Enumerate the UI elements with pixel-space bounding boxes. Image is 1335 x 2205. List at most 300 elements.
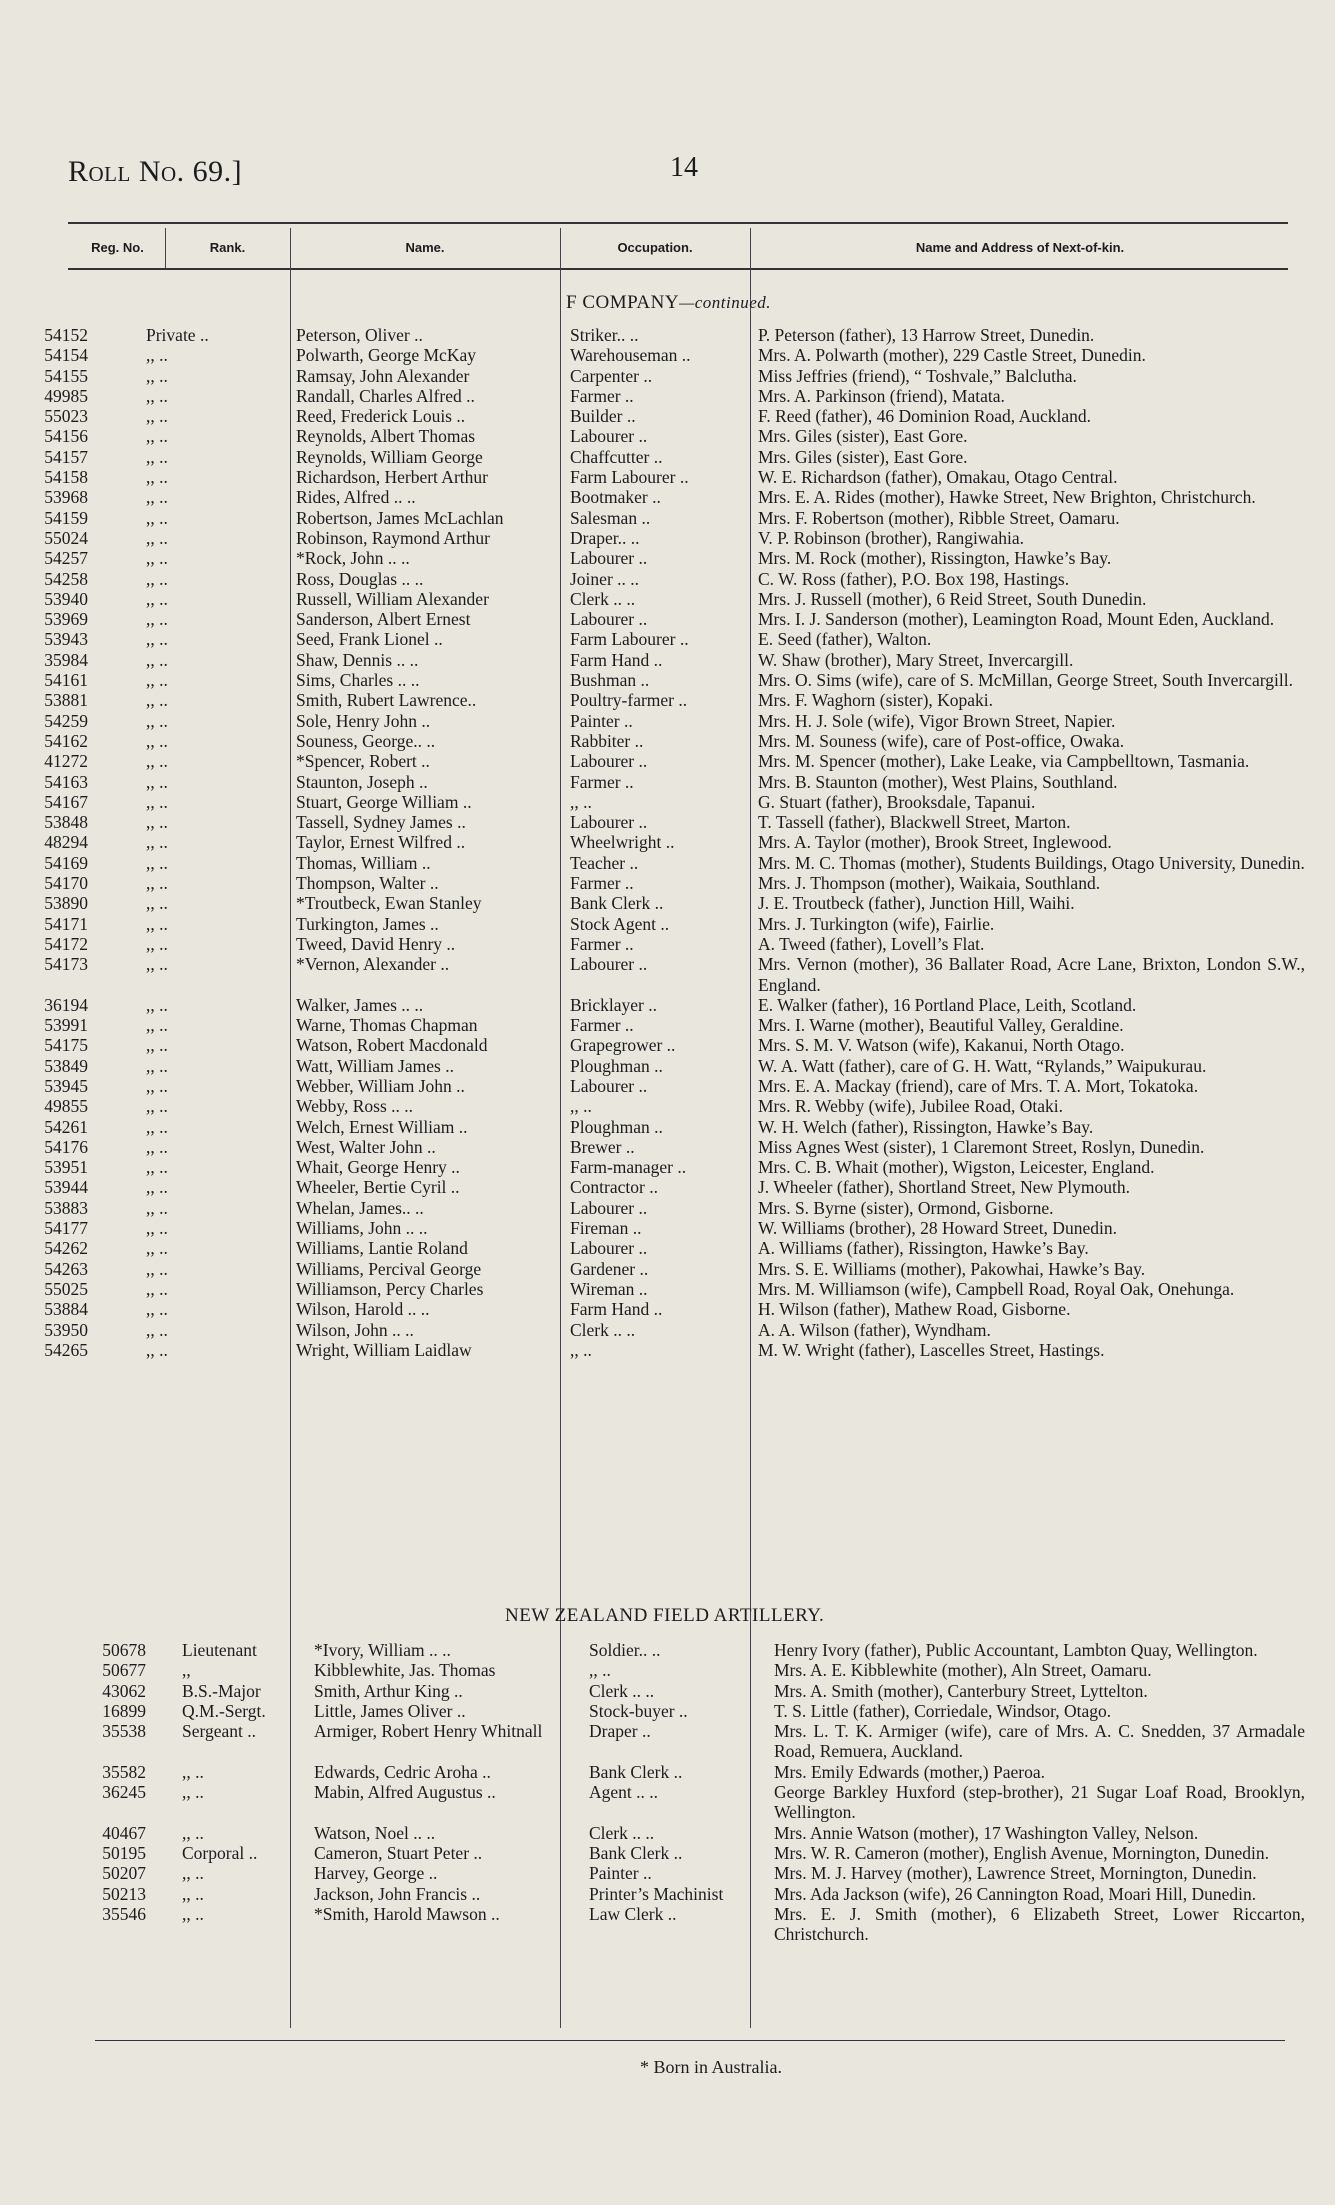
next-of-kin: T. Tassell (father), Blackwell Street, Marton. bbox=[758, 812, 1071, 833]
soldier-name: Cameron, Stuart Peter .. bbox=[314, 1842, 483, 1863]
table-row bbox=[0, 487, 1335, 507]
soldier-name: Watson, Robert Macdonald bbox=[296, 1035, 488, 1056]
occupation: Farmer .. bbox=[570, 933, 634, 954]
soldier-name: Turkington, James .. bbox=[296, 913, 439, 934]
table-row bbox=[0, 1299, 1335, 1319]
rank: ,, .. bbox=[146, 852, 168, 873]
rank: ,, .. bbox=[146, 1136, 168, 1157]
occupation: Wireman .. bbox=[570, 1278, 648, 1299]
occupation: Bootmaker .. bbox=[570, 487, 661, 508]
reg-number: 54162 bbox=[44, 730, 88, 751]
occupation: Brewer .. bbox=[570, 1136, 635, 1157]
table-row bbox=[0, 1681, 1335, 1701]
occupation: Joiner .. .. bbox=[570, 568, 640, 589]
occupation: Painter .. bbox=[589, 1863, 652, 1884]
rank: ,, .. bbox=[146, 345, 168, 366]
next-of-kin: A. A. Wilson (father), Wyndham. bbox=[758, 1319, 991, 1340]
table-row bbox=[0, 995, 1335, 1015]
soldier-name: Stuart, George William .. bbox=[296, 791, 472, 812]
occupation: Ploughman .. bbox=[570, 1116, 663, 1137]
reg-number: 54176 bbox=[44, 1136, 88, 1157]
header-bottom-rule bbox=[68, 268, 1288, 270]
soldier-name: Taylor, Ernest Wilfred .. bbox=[296, 832, 466, 853]
soldier-name: Little, James Oliver .. bbox=[314, 1700, 466, 1721]
occupation: Wheelwright .. bbox=[570, 832, 675, 853]
table-row bbox=[0, 792, 1335, 812]
occupation: Farmer .. bbox=[570, 771, 634, 792]
reg-number: 54258 bbox=[44, 568, 88, 589]
rank: ,, .. bbox=[146, 568, 168, 589]
next-of-kin: Mrs. J. Thompson (mother), Waikaia, Southland. bbox=[758, 873, 1101, 894]
soldier-name: Webber, William John .. bbox=[296, 1075, 465, 1096]
table-row bbox=[0, 1279, 1335, 1299]
section-title: F COMPANY bbox=[566, 292, 680, 313]
rank: ,, .. bbox=[146, 933, 168, 954]
occupation: Labourer .. bbox=[570, 1238, 648, 1259]
next-of-kin: C. W. Ross (father), P.O. Box 198, Hastings. bbox=[758, 568, 1070, 589]
rank: ,, .. bbox=[146, 994, 168, 1015]
next-of-kin: A. Williams (father), Rissington, Hawke’s Bay. bbox=[758, 1238, 1089, 1259]
rank: ,, .. bbox=[146, 730, 168, 751]
reg-number: 55023 bbox=[44, 406, 88, 427]
reg-number: 53943 bbox=[44, 629, 88, 650]
occupation: Draper .. bbox=[589, 1721, 651, 1742]
table-row bbox=[0, 1056, 1335, 1076]
next-of-kin: Mrs. S. Byrne (sister), Ormond, Gisborne. bbox=[758, 1197, 1054, 1218]
occupation: ,, .. bbox=[570, 791, 592, 812]
rank: ,, .. bbox=[146, 690, 168, 711]
rank: ,, .. bbox=[146, 406, 168, 427]
occupation: Bricklayer .. bbox=[570, 994, 657, 1015]
table-row bbox=[0, 1823, 1335, 1843]
reg-number: 50678 bbox=[102, 1640, 146, 1660]
table-row bbox=[0, 1117, 1335, 1137]
rank: ,, .. bbox=[146, 426, 168, 447]
next-of-kin: Mrs. J. Russell (mother), 6 Reid Street, South Dunedin. bbox=[758, 588, 1147, 609]
soldier-name: Shaw, Dennis .. .. bbox=[296, 649, 419, 670]
reg-number: 54172 bbox=[44, 933, 88, 954]
rank: ,, .. bbox=[146, 1116, 168, 1137]
soldier-name: Polwarth, George McKay bbox=[296, 345, 476, 366]
reg-number: 53881 bbox=[44, 690, 88, 711]
header-top-rule bbox=[68, 222, 1288, 224]
next-of-kin: W. H. Welch (father), Rissington, Hawke’s Bay. bbox=[758, 1116, 1094, 1137]
rank: ,, .. bbox=[182, 1903, 204, 1924]
col-head-name: Name. bbox=[405, 240, 445, 255]
occupation: Farmer .. bbox=[570, 1015, 634, 1036]
reg-number: 54158 bbox=[44, 467, 88, 488]
table-row bbox=[0, 548, 1335, 568]
reg-number: 48294 bbox=[44, 832, 88, 853]
table-row bbox=[0, 1782, 1335, 1823]
soldier-name: Williams, John .. .. bbox=[296, 1218, 428, 1239]
next-of-kin: M. W. Wright (father), Lascelles Street, Hastings. bbox=[758, 1339, 1105, 1360]
occupation: Farm Hand .. bbox=[570, 649, 663, 670]
soldier-name: Mabin, Alfred Augustus .. bbox=[314, 1782, 496, 1803]
table-row bbox=[0, 1035, 1335, 1055]
next-of-kin: P. Peterson (father), 13 Harrow Street, Dunedin. bbox=[758, 325, 1095, 345]
next-of-kin: Miss Jeffries (friend), “ Toshvale,” Balclutha. bbox=[758, 365, 1077, 386]
rank: ,, .. bbox=[146, 1157, 168, 1178]
occupation: Farm Labourer .. bbox=[570, 467, 689, 488]
soldier-name: Souness, George.. .. bbox=[296, 730, 436, 751]
reg-number: 54261 bbox=[44, 1116, 88, 1137]
next-of-kin: Mrs. B. Staunton (mother), West Plains, Southland. bbox=[758, 771, 1118, 792]
table-row bbox=[0, 467, 1335, 487]
rank: ,, .. bbox=[146, 751, 168, 772]
table-row bbox=[0, 1863, 1335, 1883]
table-row bbox=[0, 1177, 1335, 1197]
reg-number: 36245 bbox=[102, 1782, 146, 1803]
soldier-name: *Ivory, William .. .. bbox=[314, 1640, 451, 1660]
rank: ,, .. bbox=[146, 812, 168, 833]
occupation: Farm Hand .. bbox=[570, 1299, 663, 1320]
rank: Lieutenant bbox=[182, 1640, 257, 1660]
soldier-name: Sims, Charles .. .. bbox=[296, 670, 420, 691]
next-of-kin: Mrs. F. Waghorn (sister), Kopaki. bbox=[758, 690, 994, 711]
reg-number: 53849 bbox=[44, 1055, 88, 1076]
occupation: Contractor .. bbox=[570, 1177, 658, 1198]
next-of-kin: George Barkley Huxford (step-brother), 21 Sugar Loaf Road, Brooklyn, Wellington. bbox=[774, 1782, 1305, 1823]
occupation: ,, .. bbox=[570, 1096, 592, 1117]
table-row bbox=[0, 345, 1335, 365]
footnote: * Born in Australia. bbox=[640, 2057, 782, 2077]
occupation: Labourer .. bbox=[570, 954, 648, 975]
reg-number: 54155 bbox=[44, 365, 88, 386]
occupation: Warehouseman .. bbox=[570, 345, 691, 366]
table-row bbox=[0, 1640, 1335, 1660]
occupation: Gardener .. bbox=[570, 1258, 649, 1279]
occupation: Stock Agent .. bbox=[570, 913, 670, 934]
rank: ,, .. bbox=[146, 527, 168, 548]
table-row bbox=[0, 650, 1335, 670]
soldier-name: Kibblewhite, Jas. Thomas bbox=[314, 1660, 496, 1681]
table-row bbox=[0, 508, 1335, 528]
occupation: Labourer .. bbox=[570, 609, 648, 630]
soldier-name: Reed, Frederick Louis .. bbox=[296, 406, 466, 427]
occupation: ,, .. bbox=[570, 1339, 592, 1360]
soldier-name: Richardson, Herbert Arthur bbox=[296, 467, 488, 488]
next-of-kin: Mrs. I. J. Sanderson (mother), Leamington Road, Mount Eden, Auckland. bbox=[758, 609, 1275, 630]
reg-number: 54159 bbox=[44, 507, 88, 528]
next-of-kin: Mrs. A. Parkinson (friend), Matata. bbox=[758, 385, 1005, 406]
next-of-kin: Mrs. M. Rock (mother), Rissington, Hawke’s Bay. bbox=[758, 548, 1112, 569]
rank: ,, .. bbox=[146, 467, 168, 488]
rank: B.S.-Major bbox=[182, 1680, 261, 1701]
soldier-name: Randall, Charles Alfred .. bbox=[296, 385, 475, 406]
soldier-name: Wheeler, Bertie Cyril .. bbox=[296, 1177, 460, 1198]
occupation: Teacher .. bbox=[570, 852, 639, 873]
reg-number: 54263 bbox=[44, 1258, 88, 1279]
soldier-name: Peterson, Oliver .. bbox=[296, 325, 423, 345]
next-of-kin: Mrs. I. Warne (mother), Beautiful Valley, Geraldine. bbox=[758, 1015, 1124, 1036]
table-row bbox=[0, 1076, 1335, 1096]
rank: ,, .. bbox=[146, 1258, 168, 1279]
table-row bbox=[0, 609, 1335, 629]
next-of-kin: Mrs. M. Williamson (wife), Campbell Road, Royal Oak, Onehunga. bbox=[758, 1278, 1235, 1299]
soldier-name: Wilson, John .. .. bbox=[296, 1319, 414, 1340]
table-row bbox=[0, 366, 1335, 386]
next-of-kin: Mrs. M. J. Harvey (mother), Lawrence Street, Mornington, Dunedin. bbox=[774, 1863, 1257, 1884]
reg-number: 54259 bbox=[44, 710, 88, 731]
rank: ,, .. bbox=[182, 1761, 204, 1782]
soldier-name: Harvey, George .. bbox=[314, 1863, 438, 1884]
soldier-name: *Rock, John .. .. bbox=[296, 548, 410, 569]
soldier-name: Sanderson, Albert Ernest bbox=[296, 609, 471, 630]
occupation: Fireman .. bbox=[570, 1218, 642, 1239]
next-of-kin: F. Reed (father), 46 Dominion Road, Auckland. bbox=[758, 406, 1091, 427]
rank: ,, .. bbox=[146, 1299, 168, 1320]
soldier-name: Tweed, David Henry .. bbox=[296, 933, 456, 954]
reg-number: 36194 bbox=[44, 994, 88, 1015]
col-head-rank: Rank. bbox=[209, 240, 246, 255]
rank: ,, .. bbox=[146, 832, 168, 853]
next-of-kin: J. Wheeler (father), Shortland Street, New Plymouth. bbox=[758, 1177, 1130, 1198]
table-row bbox=[0, 1096, 1335, 1116]
reg-number: 53950 bbox=[44, 1319, 88, 1340]
reg-number: 53991 bbox=[44, 1015, 88, 1036]
table-row bbox=[0, 731, 1335, 751]
table-row bbox=[0, 751, 1335, 771]
rank: ,, .. bbox=[146, 1197, 168, 1218]
reg-number: 50677 bbox=[102, 1660, 146, 1681]
occupation: Draper.. .. bbox=[570, 527, 640, 548]
next-of-kin: Mrs. A. E. Kibblewhite (mother), Aln Street, Oamaru. bbox=[774, 1660, 1152, 1681]
next-of-kin: W. E. Richardson (father), Omakau, Otago Central. bbox=[758, 467, 1118, 488]
soldier-name: Tassell, Sydney James .. bbox=[296, 812, 466, 833]
reg-number: 41272 bbox=[44, 751, 88, 772]
reg-number: 35582 bbox=[102, 1761, 146, 1782]
rank: ,, .. bbox=[182, 1822, 204, 1843]
soldier-name: Watson, Noel .. .. bbox=[314, 1822, 436, 1843]
rank: ,, .. bbox=[146, 1278, 168, 1299]
reg-number: 53969 bbox=[44, 609, 88, 630]
rank: ,, .. bbox=[146, 548, 168, 569]
reg-number: 54175 bbox=[44, 1035, 88, 1056]
table-row bbox=[0, 914, 1335, 934]
reg-number: 53940 bbox=[44, 588, 88, 609]
soldier-name: Williams, Lantie Roland bbox=[296, 1238, 468, 1259]
next-of-kin: E. Walker (father), 16 Portland Place, Leith, Scotland. bbox=[758, 994, 1137, 1015]
soldier-name: Walker, James .. .. bbox=[296, 994, 424, 1015]
reg-number: 35546 bbox=[102, 1903, 146, 1924]
rank: ,, .. bbox=[146, 1339, 168, 1360]
next-of-kin: Mrs. C. B. Whait (mother), Wigston, Leicester, England. bbox=[758, 1157, 1155, 1178]
table-row bbox=[0, 690, 1335, 710]
table-row bbox=[0, 447, 1335, 467]
soldier-name: Webby, Ross .. .. bbox=[296, 1096, 414, 1117]
soldier-name: Armiger, Robert Henry Whitnall bbox=[314, 1721, 543, 1742]
occupation: Soldier.. .. bbox=[589, 1640, 661, 1660]
table-row bbox=[0, 853, 1335, 873]
table-row bbox=[0, 1015, 1335, 1035]
reg-number: 53951 bbox=[44, 1157, 88, 1178]
reg-number: 54161 bbox=[44, 670, 88, 691]
rank: ,, .. bbox=[146, 710, 168, 731]
soldier-name: *Smith, Harold Mawson .. bbox=[314, 1903, 500, 1924]
rank: ,, .. bbox=[146, 1096, 168, 1117]
reg-number: 54173 bbox=[44, 954, 88, 975]
occupation: Labourer .. bbox=[570, 812, 648, 833]
table-row bbox=[0, 1198, 1335, 1218]
reg-number: 53883 bbox=[44, 1197, 88, 1218]
table-row bbox=[0, 1259, 1335, 1279]
next-of-kin: Mrs. F. Robertson (mother), Ribble Street, Oamaru. bbox=[758, 507, 1120, 528]
soldier-name: Russell, William Alexander bbox=[296, 588, 489, 609]
rank: ,, .. bbox=[146, 446, 168, 467]
reg-number: 54170 bbox=[44, 873, 88, 894]
reg-number: 54156 bbox=[44, 426, 88, 447]
occupation: Stock-buyer .. bbox=[589, 1700, 688, 1721]
occupation: Clerk .. .. bbox=[570, 588, 636, 609]
occupation: ,, .. bbox=[589, 1660, 611, 1681]
next-of-kin: A. Tweed (father), Lovell’s Flat. bbox=[758, 933, 985, 954]
next-of-kin: Mrs. W. R. Cameron (mother), English Avenue, Mornington, Dunedin. bbox=[774, 1842, 1269, 1863]
reg-number: 54262 bbox=[44, 1238, 88, 1259]
next-of-kin: Mrs. S. M. V. Watson (wife), Kakanui, North Otago. bbox=[758, 1035, 1125, 1056]
rank: Private .. bbox=[146, 325, 209, 345]
table-row bbox=[0, 873, 1335, 893]
reg-number: 55025 bbox=[44, 1278, 88, 1299]
rank: ,, .. bbox=[146, 1015, 168, 1036]
table-row bbox=[0, 1701, 1335, 1721]
next-of-kin: Mrs. L. T. K. Armiger (wife), care of Mrs. A. C. Snedden, 37 Armadale Road, Remuera, Auckland. bbox=[774, 1721, 1305, 1762]
rank: ,, .. bbox=[146, 507, 168, 528]
col-head-kin: Name and Address of Next-of-kin. bbox=[915, 240, 1125, 255]
table-row bbox=[0, 1884, 1335, 1904]
next-of-kin: Mrs. Annie Watson (mother), 17 Washington Valley, Nelson. bbox=[774, 1822, 1199, 1843]
occupation: Bank Clerk .. bbox=[570, 893, 664, 914]
rank: ,, .. bbox=[146, 791, 168, 812]
occupation: Painter .. bbox=[570, 710, 633, 731]
reg-number: 53944 bbox=[44, 1177, 88, 1198]
rank: Corporal .. bbox=[182, 1842, 258, 1863]
reg-number: 54171 bbox=[44, 913, 88, 934]
rank: ,, .. bbox=[146, 649, 168, 670]
rank: ,, .. bbox=[146, 609, 168, 630]
reg-number: 35984 bbox=[44, 649, 88, 670]
soldier-name: Watt, William James .. bbox=[296, 1055, 454, 1076]
soldier-name: West, Walter John .. bbox=[296, 1136, 436, 1157]
reg-number: 50195 bbox=[102, 1842, 146, 1863]
occupation: Agent .. .. bbox=[589, 1782, 659, 1803]
next-of-kin: Mrs. Vernon (mother), 36 Ballater Road, Acre Lane, Brixton, London S.W., England. bbox=[758, 954, 1305, 995]
occupation: Striker.. .. bbox=[570, 325, 639, 345]
rank: ,, .. bbox=[146, 913, 168, 934]
table-row bbox=[0, 325, 1335, 345]
rank: ,, .. bbox=[146, 771, 168, 792]
rank: Q.M.-Sergt. bbox=[182, 1700, 266, 1721]
occupation: Ploughman .. bbox=[570, 1055, 663, 1076]
soldier-name: Staunton, Joseph .. bbox=[296, 771, 428, 792]
rank: ,, .. bbox=[146, 1075, 168, 1096]
soldier-name: Edwards, Cedric Aroha .. bbox=[314, 1761, 491, 1782]
reg-number: 55024 bbox=[44, 527, 88, 548]
next-of-kin: Mrs. E. J. Smith (mother), 6 Elizabeth Street, Lower Riccarton, Christchurch. bbox=[774, 1903, 1305, 1945]
artillery-table bbox=[0, 1640, 1335, 1944]
next-of-kin: Mrs. M. Spencer (mother), Lake Leake, via Campbelltown, Tasmania. bbox=[758, 751, 1250, 772]
table-row bbox=[0, 893, 1335, 913]
rank: ,, .. bbox=[146, 1218, 168, 1239]
table-row bbox=[0, 954, 1335, 995]
soldier-name: Robertson, James McLachlan bbox=[296, 507, 504, 528]
occupation: Labourer .. bbox=[570, 426, 648, 447]
table-row bbox=[0, 832, 1335, 852]
soldier-name: Welch, Ernest William .. bbox=[296, 1116, 468, 1137]
table-row bbox=[0, 1238, 1335, 1258]
table-row bbox=[0, 1340, 1335, 1360]
next-of-kin: Miss Agnes West (sister), 1 Claremont Street, Roslyn, Dunedin. bbox=[758, 1136, 1205, 1157]
next-of-kin: E. Seed (father), Walton. bbox=[758, 629, 932, 650]
occupation: Labourer .. bbox=[570, 1197, 648, 1218]
occupation: Chaffcutter .. bbox=[570, 446, 663, 467]
rank: ,, .. bbox=[146, 1035, 168, 1056]
soldier-name: *Vernon, Alexander .. bbox=[296, 954, 450, 975]
soldier-name: Sole, Henry John .. bbox=[296, 710, 431, 731]
reg-number: 54167 bbox=[44, 791, 88, 812]
next-of-kin: Mrs. S. E. Williams (mother), Pakowhai, Hawke’s Bay. bbox=[758, 1258, 1146, 1279]
rank: ,, .. bbox=[182, 1883, 204, 1904]
reg-number: 49855 bbox=[44, 1096, 88, 1117]
rank: ,, .. bbox=[146, 893, 168, 914]
rank: ,, .. bbox=[182, 1782, 204, 1803]
soldier-name: Smith, Rubert Lawrence.. bbox=[296, 690, 477, 711]
occupation: Labourer .. bbox=[570, 751, 648, 772]
soldier-name: Warne, Thomas Chapman bbox=[296, 1015, 478, 1036]
soldier-name: Wilson, Harold .. .. bbox=[296, 1299, 430, 1320]
reg-number: 54265 bbox=[44, 1339, 88, 1360]
next-of-kin: Mrs. A. Smith (mother), Canterbury Street, Lyttelton. bbox=[774, 1680, 1148, 1701]
soldier-name: *Spencer, Robert .. bbox=[296, 751, 430, 772]
occupation: Poultry-farmer .. bbox=[570, 690, 688, 711]
table-row bbox=[0, 589, 1335, 609]
soldier-name: *Troutbeck, Ewan Stanley bbox=[296, 893, 482, 914]
rank: ,, .. bbox=[146, 1238, 168, 1259]
next-of-kin: T. S. Little (father), Corriedale, Windsor, Otago. bbox=[774, 1700, 1112, 1721]
reg-number: 53968 bbox=[44, 487, 88, 508]
page-number: 14 bbox=[670, 152, 698, 183]
occupation: Labourer .. bbox=[570, 548, 648, 569]
f-company-table bbox=[0, 325, 1335, 1360]
table-row bbox=[0, 1218, 1335, 1238]
table-row bbox=[0, 1904, 1335, 1945]
table-row bbox=[0, 670, 1335, 690]
table-row bbox=[0, 711, 1335, 731]
next-of-kin: Mrs. Ada Jackson (wife), 26 Cannington Road, Moari Hill, Dunedin. bbox=[774, 1883, 1257, 1904]
rank: ,, .. bbox=[146, 954, 168, 975]
occupation: Farm-manager .. bbox=[570, 1157, 687, 1178]
soldier-name: Whelan, James.. .. bbox=[296, 1197, 424, 1218]
occupation: Builder .. bbox=[570, 406, 636, 427]
soldier-name: Jackson, John Francis .. bbox=[314, 1883, 481, 1904]
soldier-name: Reynolds, William George bbox=[296, 446, 483, 467]
occupation: Bank Clerk .. bbox=[589, 1761, 683, 1782]
next-of-kin: Mrs. R. Webby (wife), Jubilee Road, Otaki. bbox=[758, 1096, 1063, 1117]
soldier-name: Reynolds, Albert Thomas bbox=[296, 426, 476, 447]
table-row bbox=[0, 772, 1335, 792]
occupation: Labourer .. bbox=[570, 1075, 648, 1096]
occupation: Clerk .. .. bbox=[589, 1680, 655, 1701]
next-of-kin: Mrs. Giles (sister), East Gore. bbox=[758, 426, 968, 447]
reg-number: 50213 bbox=[102, 1883, 146, 1904]
next-of-kin: Mrs. A. Polwarth (mother), 229 Castle Street, Dunedin. bbox=[758, 345, 1146, 366]
soldier-name: Whait, George Henry .. bbox=[296, 1157, 460, 1178]
soldier-name: Smith, Arthur King .. bbox=[314, 1680, 463, 1701]
rank: ,, .. bbox=[146, 1319, 168, 1340]
rank: ,, .. bbox=[146, 629, 168, 650]
rank: ,, .. bbox=[146, 385, 168, 406]
reg-number: 54157 bbox=[44, 446, 88, 467]
